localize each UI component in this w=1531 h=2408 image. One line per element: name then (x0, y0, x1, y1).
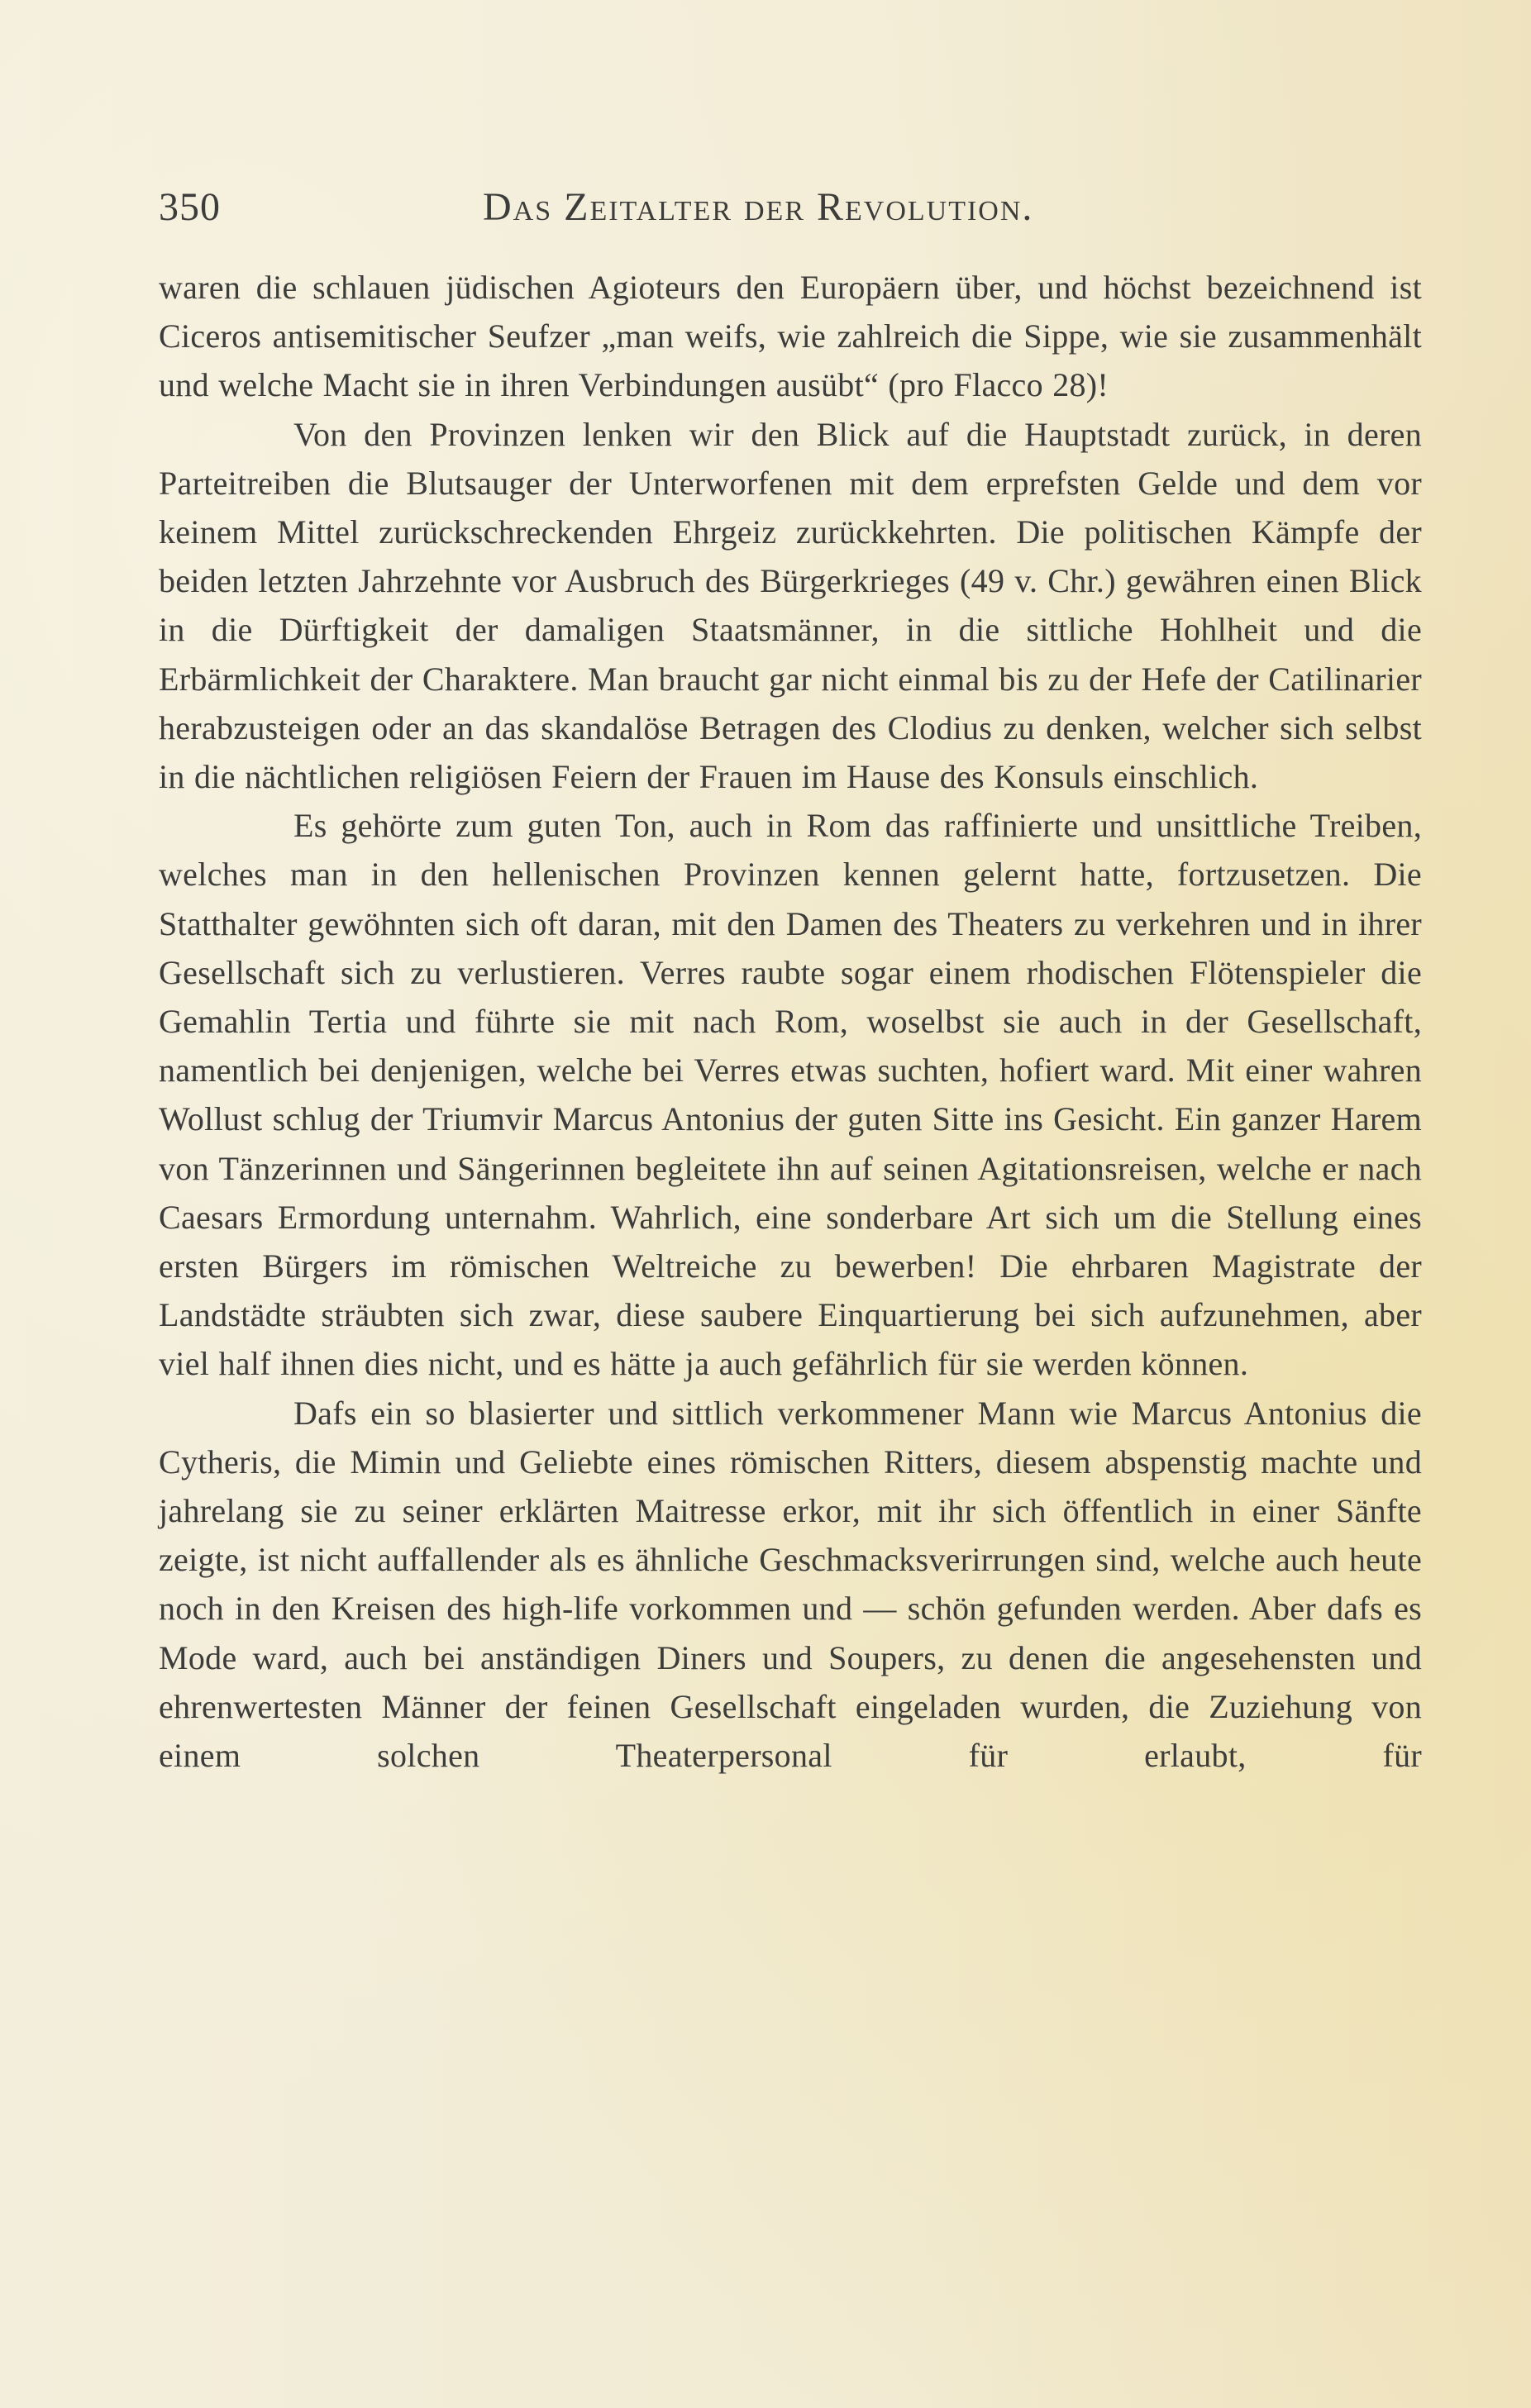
body-text (159, 263, 1422, 1780)
paragraph-antonius-cytheris: Dafs ein so blasierter und sittlich verkommener Mann wie Marcus Antonius die Cytheris, die Mimin und Geliebte eines römischen Ritters, diesem abspenstig machte und jahrelang sie zu seiner erklärten Maitresse erkor, mit ihr sich öffentlich in einer Sänfte zeigte, ist nicht auffallender als es ähnliche Geschmacksverirrungen sind, welche auch heute noch in den Kreisen des high-life vorkommen und — schön gefunden werden. Aber dafs es Mode ward, auch bei anständigen Diners und Soupers, zu denen die angesehensten und ehrenwertesten Männer der feinen Gesellschaft eingeladen wurden, die Zuziehung von einem solchen Theaterpersonal für erlaubt, für (159, 1394, 1422, 1775)
paragraph-provinces: Von den Provinzen lenken wir den Blick auf die Hauptstadt zurück, in deren Parteitreiben die Blutsauger der Unterworfenen mit dem erprefsten Gelde und dem vor keinem Mittel zurückschreckenden Ehrgeiz zurückkehrten. Die politischen Kämpfe der beiden letzten Jahrzehnte vor Ausbruch des Bürgerkrieges (49 v. Chr.) gewähren einen Blick in die Dürftigkeit der damaligen Staatsmänner, in die sittliche Hohlheit und die Erbärmlichkeit der Charaktere. Man braucht gar nicht einmal bis zu der Hefe der Catilinarier herabzusteigen oder an das skandalöse Betragen des Clodius zu denken, welcher sich selbst in die nächtlichen religiösen Feiern der Frauen im Hause des Konsuls einschlich. (159, 415, 1422, 796)
running-title: Das Zeitalter der Revolution. (483, 185, 1034, 229)
paragraph-good-tone: Es gehörte zum guten Ton, auch in Rom das raffinierte und unsittliche Treiben, welches man in den hellenischen Provinzen kennen gelernt hatte, fortzusetzen. Die Statthalter gewöhnten sich oft daran, mit den Damen des Theaters zu verkehren und in ihrer Gesellschaft sich zu verlustieren. Verres raubte sogar einem rhodischen Flötenspieler die Gemahlin Tertia und führte sie mit nach Rom, woselbst sie auch in der Gesellschaft, namentlich bei denjenigen, welche bei Verres etwas suchten, hofiert ward. Mit einer wahren Wollust schlug der Triumvir Marcus Antonius der guten Sitte ins Gesicht. Ein ganzer Harem von Tänzerinnen und Sängerinnen begleitete ihn auf seinen Agitationsreisen, welche er nach Caesars Ermordung unternahm. Wahrlich, eine sonderbare Art sich um die Stellung eines ersten Bürgers im römischen Weltreiche zu bewerben! Die ehrbaren Magistrate der Landstädte sträubten sich zwar, diese saubere Einquartierung bei sich aufzunehmen, aber viel half ihnen dies nicht, und es hätte ja auch gefährlich für sie werden können. (159, 807, 1422, 1383)
page-number: 350 (159, 185, 221, 229)
paragraph-continuation: waren die schlauen jüdischen Agioteurs den Europäern über, und höchst bezeichnend ist Ciceros antisemitischer Seufzer „man weifs, wie zahlreich die Sippe, wie sie zusammenhält und welche Macht sie in ihren Verbindungen ausübt“ (pro Flacco 28)! (159, 269, 1422, 404)
running-head (159, 179, 1422, 236)
